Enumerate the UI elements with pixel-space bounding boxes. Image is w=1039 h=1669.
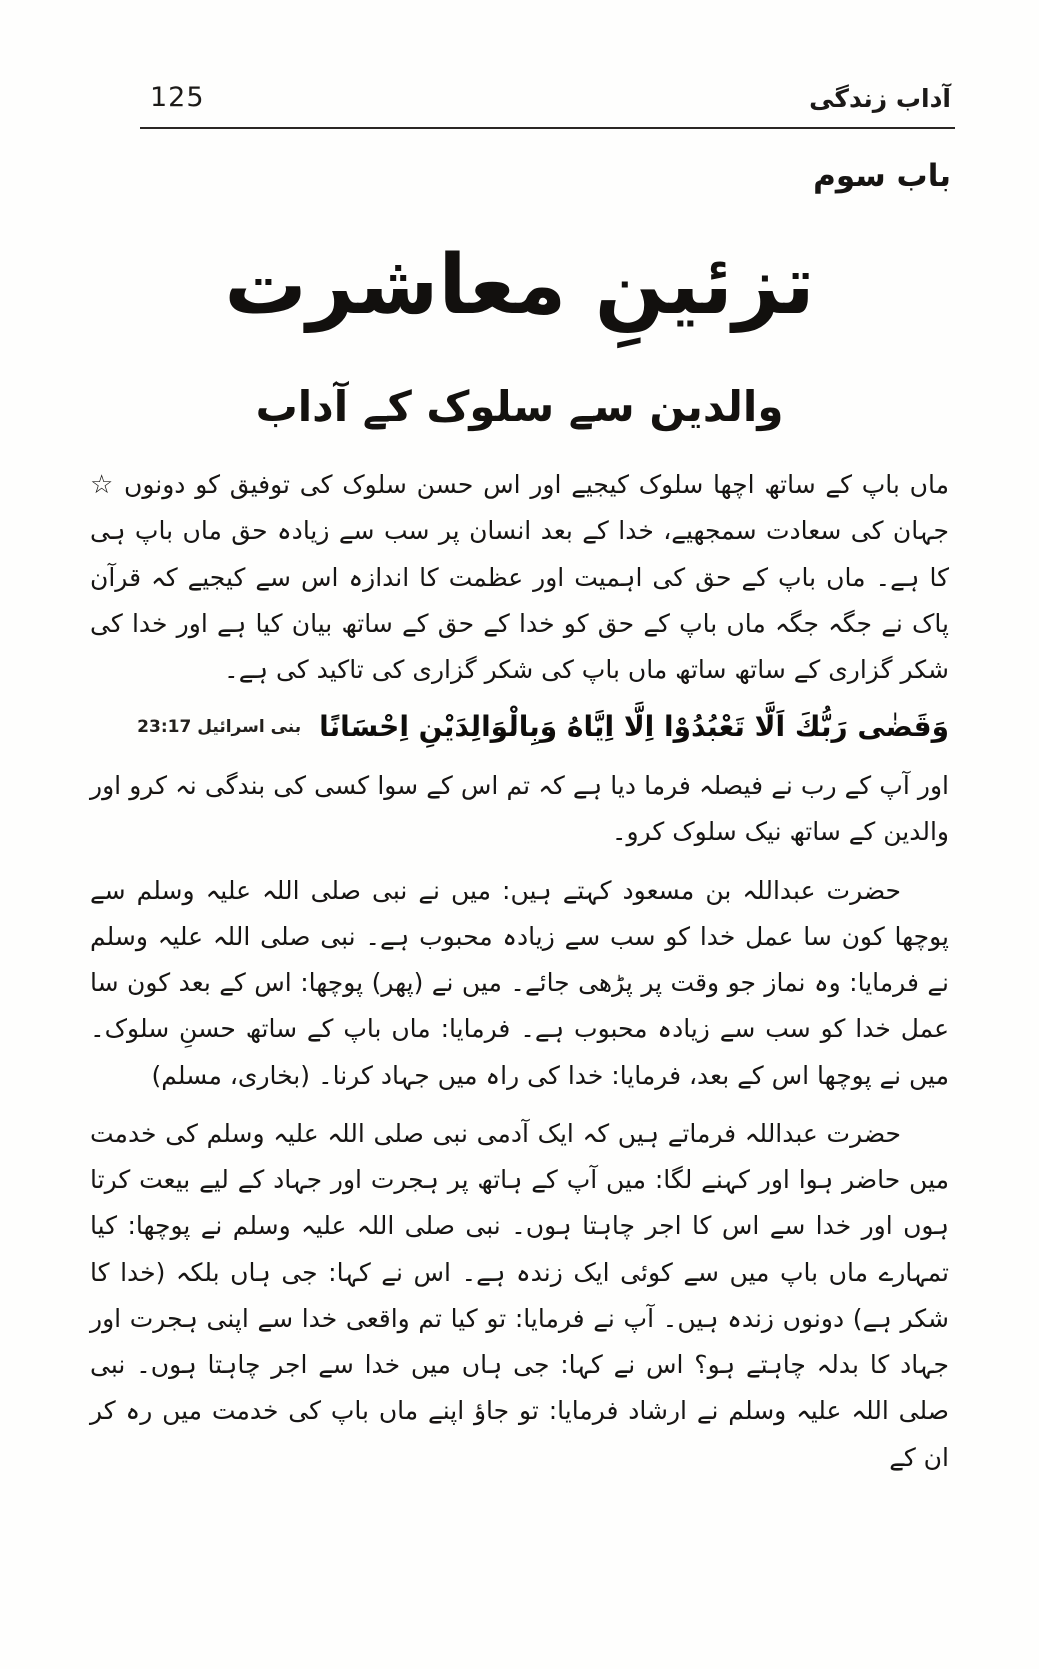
star-bullet-icon: ☆ — [90, 470, 114, 500]
paragraph-intro-text: ماں باپ کے ساتھ اچھا سلوک کیجیے اور اس حسن سلوک کی توفیق کو دونوں جہان کی سعادت سمجھیے، خدا کے بعد انسان پر سب سے زیادہ حق ماں باپ ہی کا ہے۔ ماں باپ کے حق کی اہمیت اور عظمت کا اندازہ اس سے کیجیے کہ قرآن پاک نے جگہ جگہ ماں باپ کے حق کو خدا کے حق کے ساتھ بیان کیا ہے اور خدا کی شکر گزاری کے ساتھ ساتھ ماں باپ کی شکر گزاری کی تاکید کی ہے۔ — [90, 470, 949, 684]
paragraph-hadith-1: حضرت عبداللہ بن مسعود کہتے ہیں: میں نے نبی صلی اللہ علیہ وسلم سے پوچھا کون سا عمل خدا کو سب سے زیادہ محبوب ہے۔ نبی صلی اللہ علیہ وسلم نے فرمایا: وہ نماز جو وقت پر پڑھی جائے۔ میں نے (پھر) پوچھا: اس کے بعد کون سا عمل خدا کو سب سے زیادہ محبوب ہے۔ فرمایا: ماں باپ کے ساتھ حسنِ سلوک۔ میں نے پوچھا اس کے بعد، فرمایا: خدا کی راہ میں جہاد کرنا۔ (بخاری، مسلم) — [90, 875, 949, 1090]
page-header — [150, 82, 951, 113]
page-number: 125 — [150, 82, 205, 113]
chapter-heading: باب سوم — [813, 158, 951, 194]
section-subtitle: والدین سے سلوک کے آداب — [255, 382, 784, 431]
quran-verse-line — [90, 701, 949, 753]
page-title: تزئینِ معاشرت — [224, 238, 815, 333]
verse-arabic-text: وَقَضٰى رَبُّكَ اَلَّا تَعْبُدُوْا اِلَّا اِيَّاهُ وَبِالْوَالِدَيْنِ اِحْسَانًا — [319, 710, 949, 744]
paragraph-hadith-2: حضرت عبداللہ فرماتے ہیں کہ ایک آدمی نبی صلی اللہ علیہ وسلم کی خدمت میں حاضر ہوا اور کہنے لگا: میں آپ کے ہاتھ پر ہجرت اور جہاد کے لیے بیعت کرتا ہوں اور خدا سے اس کا اجر چاہتا ہوں۔ نبی صلی اللہ علیہ وسلم نے پوچھا: کیا تمہارے ماں باپ میں سے کوئی ایک زندہ ہے۔ اس نے کہا: جی ہاں بلکہ (خدا کا شکر ہے) دونوں زندہ ہیں۔ آپ نے فرمایا: تو کیا تم واقعی خدا سے اپنی ہجرت اور جہاد کا بدلہ چاہتے ہو؟ اس نے کہا: جی ہاں میں خدا سے اجر چاہتا ہوں۔ نبی صلی اللہ علیہ وسلم نے ارشاد فرمایا: تو جاؤ اپنے ماں باپ کی خدمت میں رہ کر ان کے — [90, 1118, 949, 1472]
header-book-title: آداب زندگی — [809, 84, 951, 113]
verse-reference: بنی اسرائیل 23:17 — [137, 717, 302, 738]
body-text-block — [90, 462, 949, 1489]
paragraph-intro — [90, 462, 949, 693]
paragraph-verse-translation: اور آپ کے رب نے فیصلہ فرما دیا ہے کہ تم اس کے سوا کسی کی بندگی نہ کرو اور والدین کے ساتھ نیک سلوک کرو۔ — [90, 771, 949, 847]
header-divider — [140, 127, 955, 129]
